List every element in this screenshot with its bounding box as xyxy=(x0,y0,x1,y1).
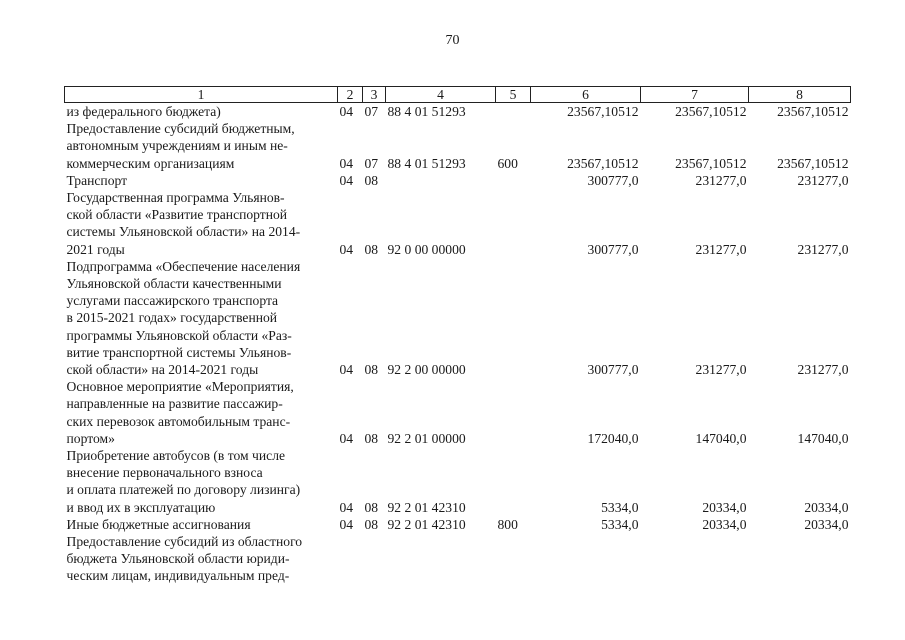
row-name-line: Предоставление субсидий бюджетным, xyxy=(66,121,295,137)
amount-col-8: 231277,0 xyxy=(797,362,849,378)
amount-col-6 xyxy=(531,533,641,585)
amount-col-7: 20334,0 xyxy=(702,516,747,532)
row-name-line: ской области» на 2014-2021 годы xyxy=(66,362,259,378)
row-name-line: Предоставление субсидий из областного xyxy=(66,534,303,550)
table-row xyxy=(65,120,851,172)
subsection-code: 07 xyxy=(364,104,379,119)
header-col-3: 3 xyxy=(363,87,386,103)
target-article-code: 92 2 01 42310 xyxy=(387,499,466,515)
row-name-line: Иные бюджетные ассигнования xyxy=(66,516,251,532)
amount-col-7: 231277,0 xyxy=(695,172,747,188)
table-row xyxy=(65,516,851,533)
expense-type-code: 600 xyxy=(497,155,518,171)
amount-col-6: 172040,0 xyxy=(587,430,639,446)
section-code: 04 xyxy=(339,241,354,257)
table-row xyxy=(65,189,851,258)
header-col-5: 5 xyxy=(496,87,531,103)
expense-type-code xyxy=(496,172,531,189)
row-name-line: Транспорт xyxy=(66,172,128,188)
row-name xyxy=(65,516,338,533)
target-article-code: 92 2 00 00000 xyxy=(387,362,466,378)
table-row xyxy=(65,447,851,516)
row-name-line: Приобретение автобусов (в том числе xyxy=(66,448,286,464)
row-name xyxy=(65,189,338,258)
expense-type-code xyxy=(496,103,531,121)
amount-col-7: 231277,0 xyxy=(695,241,747,257)
amount-col-6: 5334,0 xyxy=(601,499,639,515)
expense-type-code xyxy=(496,447,531,516)
target-article-code: 92 2 01 42310 xyxy=(387,516,466,532)
row-name-line: ской области «Развитие транспортной xyxy=(66,207,288,223)
row-name-line: Государственная программа Ульянов- xyxy=(66,190,285,206)
section-code: 04 xyxy=(339,499,354,515)
expense-type-code xyxy=(496,258,531,378)
amount-col-7: 231277,0 xyxy=(695,362,747,378)
amount-col-8: 231277,0 xyxy=(797,241,849,257)
amount-col-7 xyxy=(641,533,749,585)
row-name-line: 2021 годы xyxy=(66,241,125,257)
target-article-code: 92 2 01 00000 xyxy=(387,430,466,446)
subsection-code: 08 xyxy=(364,516,379,532)
row-name-line: Ульяновской области качественными xyxy=(66,276,282,292)
amount-col-6: 300777,0 xyxy=(587,241,639,257)
subsection-code: 08 xyxy=(364,499,379,515)
table-row xyxy=(65,258,851,378)
amount-col-7: 23567,10512 xyxy=(675,155,747,171)
budget-table xyxy=(64,86,851,585)
amount-col-7: 20334,0 xyxy=(702,499,747,515)
header-col-2: 2 xyxy=(338,87,363,103)
target-article-code: 88 4 01 51293 xyxy=(387,104,466,119)
expense-type-code xyxy=(496,189,531,258)
amount-col-8: 20334,0 xyxy=(804,516,849,532)
row-name-line: коммерческим организациям xyxy=(66,155,235,171)
amount-col-6: 23567,10512 xyxy=(567,104,639,119)
header-col-4: 4 xyxy=(386,87,496,103)
table-row xyxy=(65,172,851,189)
expense-type-code xyxy=(496,533,531,585)
section-code: 04 xyxy=(339,430,354,446)
expense-type-code: 800 xyxy=(497,516,518,532)
subsection-code: 08 xyxy=(364,362,379,378)
row-name xyxy=(65,172,338,189)
row-name-line: ских перевозок автомобильным транс- xyxy=(66,413,291,429)
row-name-line: Подпрограмма «Обеспечение населения xyxy=(66,258,301,274)
row-name-line: в 2015-2021 годах» государственной xyxy=(66,310,278,326)
row-name-line: из федерального бюджета) xyxy=(66,104,221,119)
row-name-line: бюджета Ульяновской области юриди- xyxy=(66,551,290,567)
subsection-code: 07 xyxy=(364,155,379,171)
row-name-line: и ввод их в эксплуатацию xyxy=(66,499,216,515)
amount-col-8: 20334,0 xyxy=(804,499,849,515)
section-code: 04 xyxy=(339,362,354,378)
header-row xyxy=(65,87,851,103)
amount-col-8: 231277,0 xyxy=(797,172,849,188)
target-article-code: 92 0 00 00000 xyxy=(387,241,466,257)
header-col-7: 7 xyxy=(641,87,749,103)
expense-type-code xyxy=(496,378,531,447)
row-name-line: внесение первоначального взноса xyxy=(66,465,263,481)
row-name-line: витие транспортной системы Ульянов- xyxy=(66,344,292,360)
amount-col-6: 300777,0 xyxy=(587,362,639,378)
amount-col-6: 23567,10512 xyxy=(567,155,639,171)
table-row xyxy=(65,103,851,121)
amount-col-8: 23567,10512 xyxy=(777,104,849,119)
amount-col-7: 23567,10512 xyxy=(675,104,747,119)
page-number: 70 xyxy=(445,33,460,48)
row-name-line: ческим лицам, индивидуальным пред- xyxy=(66,568,290,584)
subsection-code: 08 xyxy=(364,241,379,257)
amount-col-8: 147040,0 xyxy=(797,430,849,446)
subsection-code xyxy=(363,533,386,585)
table-body xyxy=(65,103,851,585)
amount-col-7: 147040,0 xyxy=(695,430,747,446)
row-name-line: Основное мероприятие «Мероприятия, xyxy=(66,379,294,395)
row-name xyxy=(65,258,338,378)
amount-col-8 xyxy=(749,533,851,585)
row-name-line: направленные на развитие пассажир- xyxy=(66,396,283,412)
section-code: 04 xyxy=(339,516,354,532)
row-name-line: программы Ульяновской области «Раз- xyxy=(66,327,292,343)
section-code xyxy=(338,533,363,585)
table-row xyxy=(65,378,851,447)
row-name xyxy=(65,447,338,516)
row-name-line: портом» xyxy=(66,430,115,446)
amount-col-6: 5334,0 xyxy=(601,516,639,532)
target-article-code: 88 4 01 51293 xyxy=(387,155,466,171)
amount-col-8: 23567,10512 xyxy=(777,155,849,171)
subsection-code: 08 xyxy=(364,430,379,446)
header-col-1: 1 xyxy=(65,87,338,103)
target-article-code xyxy=(386,172,496,189)
amount-col-6: 300777,0 xyxy=(587,172,639,188)
header-col-6: 6 xyxy=(531,87,641,103)
row-name-line: системы Ульяновской области» на 2014- xyxy=(66,224,301,240)
row-name-line: и оплата платежей по договору лизинга) xyxy=(66,482,301,498)
row-name xyxy=(65,120,338,172)
section-code: 04 xyxy=(339,104,354,119)
subsection-code: 08 xyxy=(364,172,379,188)
header-col-8: 8 xyxy=(749,87,851,103)
row-name xyxy=(65,103,338,121)
target-article-code xyxy=(386,533,496,585)
section-code: 04 xyxy=(339,172,354,188)
section-code: 04 xyxy=(339,155,354,171)
row-name-line: автономным учреждениям и иным не- xyxy=(66,138,288,154)
row-name xyxy=(65,533,338,585)
table-row xyxy=(65,533,851,585)
row-name xyxy=(65,378,338,447)
row-name-line: услугами пассажирского транспорта xyxy=(66,293,279,309)
